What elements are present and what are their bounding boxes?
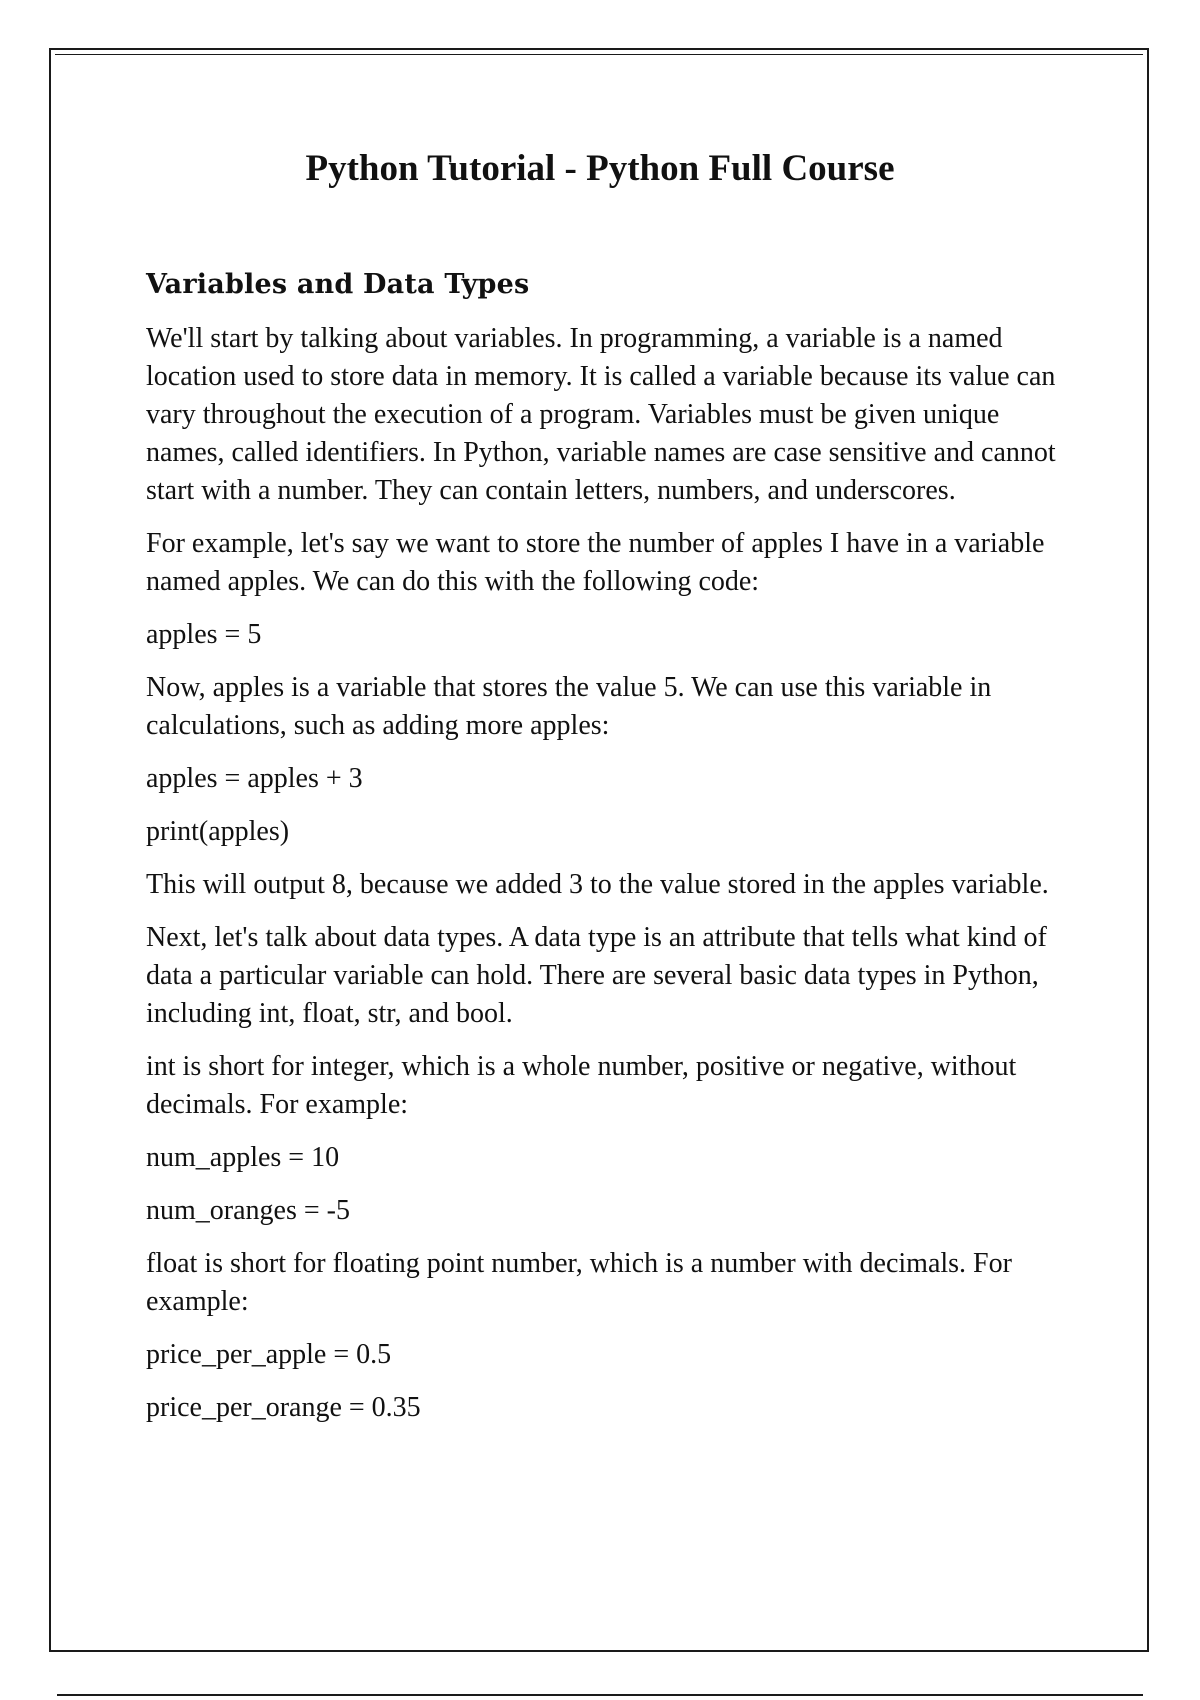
section-heading: Variables and Data Types xyxy=(146,269,530,300)
paragraph-apples-example: For example, let's say we want to store the number of apples I have in a variable named apples. We can do this with the following code: xyxy=(146,528,1045,597)
bottom-rule xyxy=(57,1694,1143,1696)
code-line: num_apples = 10 xyxy=(146,1142,340,1173)
code-line: apples = 5 xyxy=(146,619,262,650)
code-line: apples = apples + 3 xyxy=(146,763,363,794)
paragraph-data-types: Next, let's talk about data types. A data type is an attribute that tells what kind of data a particular variable can hold. There are several basic data types in Python, including int, float, str, and bool. xyxy=(146,922,1047,1029)
paragraph-variables-intro: We'll start by talking about variables. In programming, a variable is a named location used to store data in memory. It is called a variable because its value can vary throughout the execution of a program. Variables must be given unique names, called identifiers. In Python, variable names are case sensitive and cannot start with a number. They can contain letters, numbers, and underscores. xyxy=(146,323,1056,506)
document-title: Python Tutorial - Python Full Course xyxy=(305,148,895,189)
paragraph-output-explanation: This will output 8, because we added 3 to the value stored in the apples variable. xyxy=(146,869,1049,900)
paragraph-int: int is short for integer, which is a whole number, positive or negative, without decimals. For example: xyxy=(146,1051,1017,1120)
frame-top-rule xyxy=(55,54,1143,55)
code-line: price_per_orange = 0.35 xyxy=(146,1392,421,1423)
code-line: print(apples) xyxy=(146,816,290,847)
code-line: num_oranges = -5 xyxy=(146,1195,350,1226)
paragraph-float: float is short for floating point number, which is a number with decimals. For example: xyxy=(146,1248,1012,1317)
code-line: price_per_apple = 0.5 xyxy=(146,1339,392,1370)
paragraph-apples-variable: Now, apples is a variable that stores the value 5. We can use this variable in calculations, such as adding more apples: xyxy=(146,672,992,741)
document-body xyxy=(146,264,1076,1442)
